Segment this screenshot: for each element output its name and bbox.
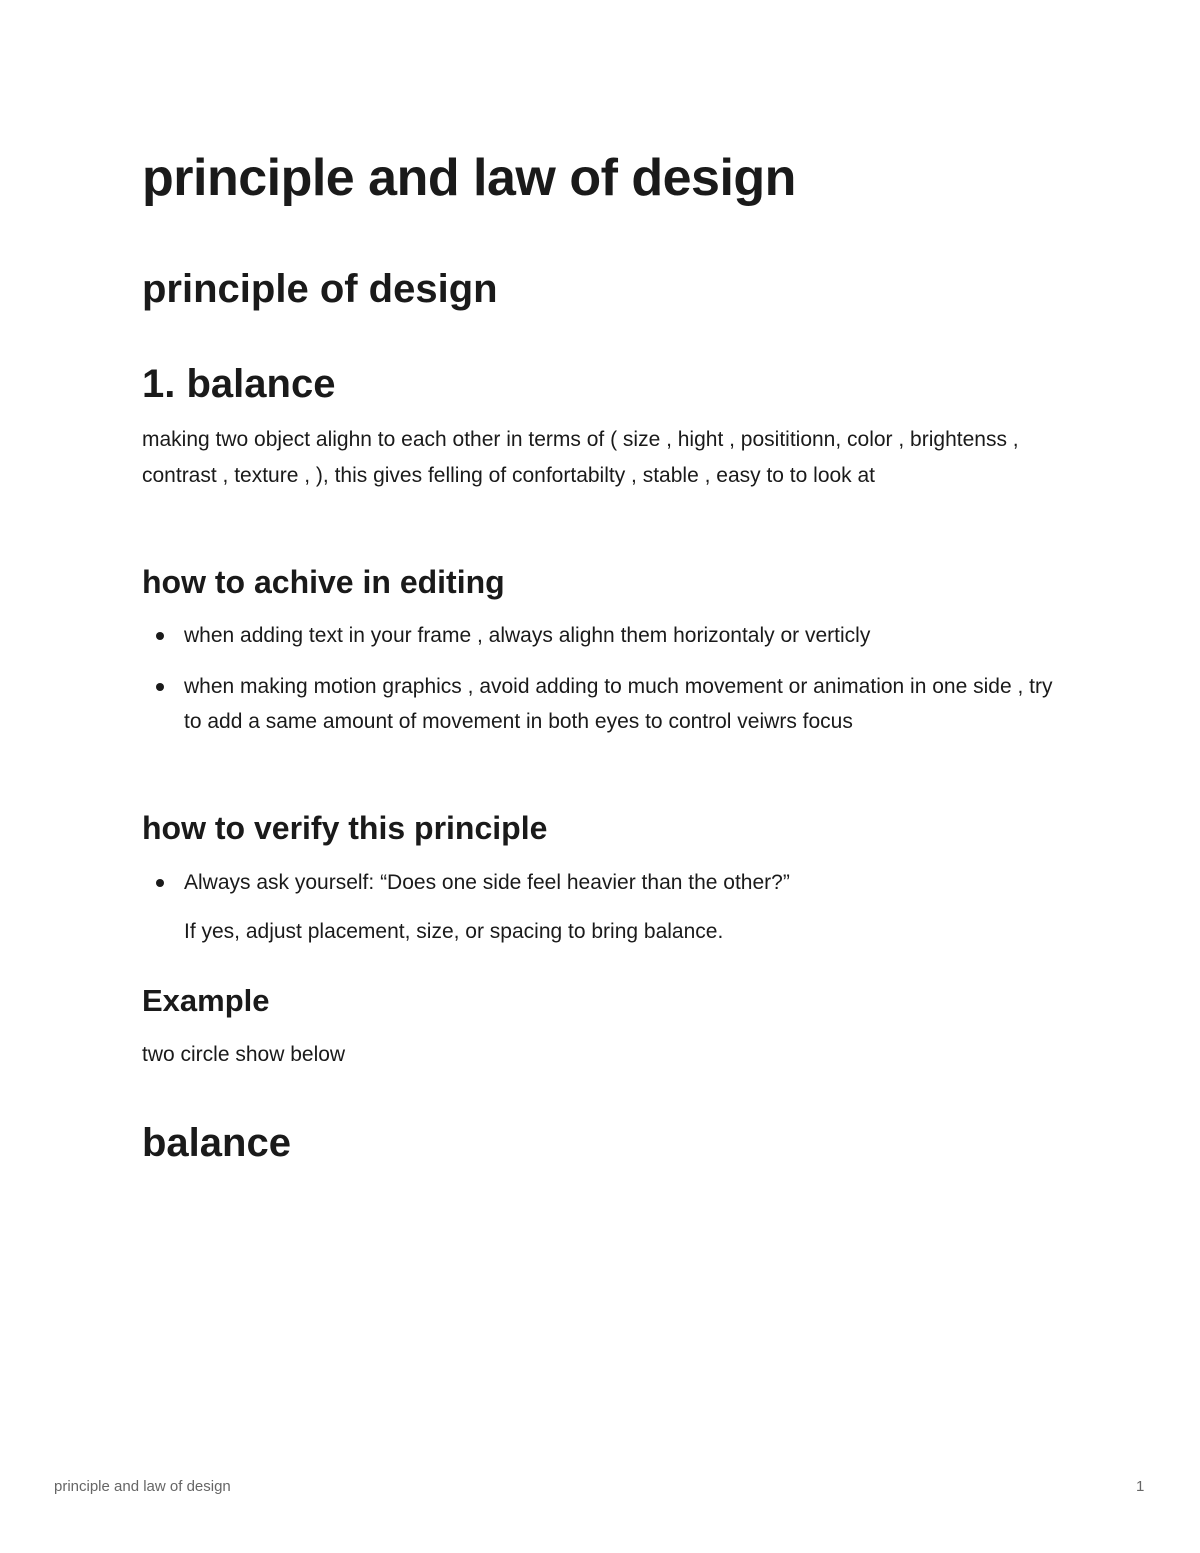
bullet-icon: [156, 632, 164, 640]
list-item-text: when making motion graphics , avoid adding to much movement or animation in one side , try to add a same amount of movement in both eyes to control veiwrs focus: [184, 674, 1053, 733]
achieve-heading: how to achive in editing: [142, 564, 505, 600]
balance-intro-paragraph: making two object alighn to each other in terms of ( size , hight , posititionn, color , brightenss , contrast , texture , ), this gives felling of confortabilty , stable , easy to to look at: [142, 428, 1019, 487]
section-heading-principle-of-design: principle of design: [142, 267, 498, 311]
list-item-text: when adding text in your frame , always alighn them horizontaly or verticly: [184, 624, 871, 647]
balance-heading: balance: [142, 1121, 291, 1165]
example-text: two circle show below: [142, 1043, 346, 1066]
list-item: [142, 865, 1057, 901]
footer-document-name: principle and law of design: [54, 1478, 231, 1495]
achieve-list: [142, 618, 1057, 740]
document-title: principle and law of design: [142, 149, 796, 207]
list-item: [142, 618, 1057, 654]
subsection-heading-balance: 1. balance: [142, 362, 336, 406]
followup-text: If yes, adjust placement, size, or spacing to bring balance.: [184, 919, 724, 943]
bullet-icon: [156, 879, 164, 887]
footer-page-number: 1: [1136, 1478, 1145, 1495]
list-item-text: Always ask yourself: “Does one side feel heavier than the other?”: [184, 871, 790, 894]
verify-heading: how to verify this principle: [142, 810, 548, 846]
verify-list: [142, 865, 1057, 949]
list-item-followup: [142, 914, 1057, 950]
bullet-icon: [156, 683, 164, 691]
list-item: [142, 669, 1057, 740]
example-heading: Example: [142, 983, 270, 1018]
